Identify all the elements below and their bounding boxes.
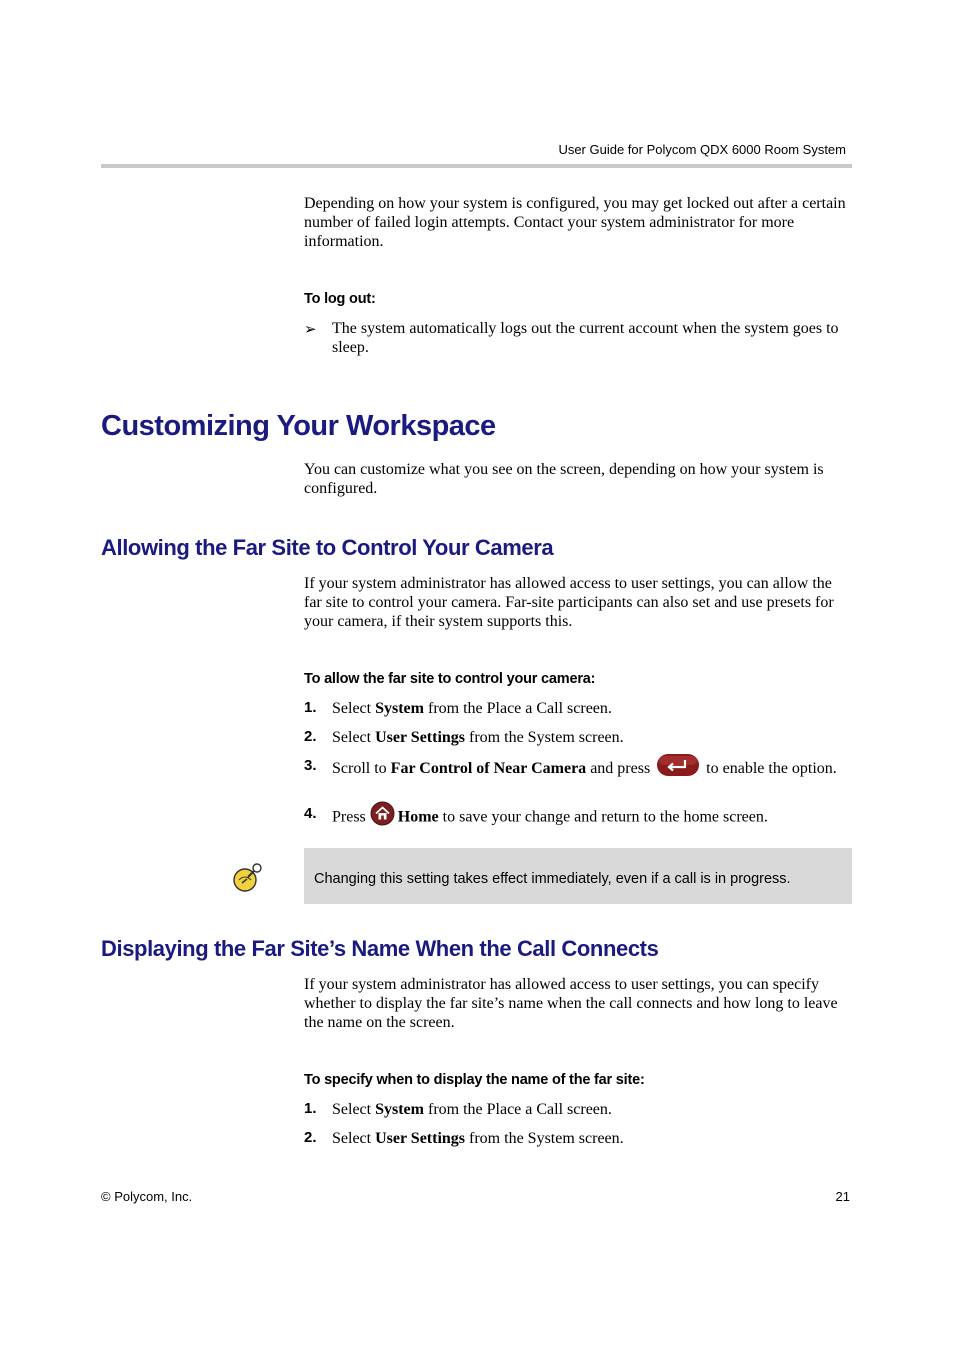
step-text: Scroll to Far Control of Near Camera and press to enable the option.: [332, 757, 852, 782]
page-number: 21: [835, 1189, 850, 1204]
step-number: 1.: [304, 1100, 317, 1117]
far-name-heading: Displaying the Far Site’s Name When the Call Connects: [101, 936, 659, 961]
bullet-arrow-icon: ➢: [304, 322, 317, 338]
step-number: 2.: [304, 728, 317, 745]
step-number: 2.: [304, 1129, 317, 1146]
note-pin-icon: [231, 862, 263, 899]
far-name-paragraph: If your system administrator has allowed access to user settings, you can specify whether to display the far site’s name when the call connects and how long to leave the name on the screen.: [304, 976, 838, 1031]
customizing-paragraph: You can customize what you see on the screen, depending on how your system is configured.: [304, 461, 824, 497]
step-number: 1.: [304, 699, 317, 716]
note-text: Changing this setting takes effect immediately, even if a call is in progress.: [314, 871, 791, 887]
logout-procedure-title: To log out:: [304, 291, 376, 307]
footer-copyright: © Polycom, Inc.: [101, 1189, 193, 1204]
running-header: User Guide for Polycom QDX 6000 Room System: [558, 142, 846, 157]
home-button-icon: [370, 801, 395, 831]
lockout-paragraph: Depending on how your system is configured, you may get locked out after a certain number of failed login attempts. Contact your system administrator for more information.: [304, 195, 846, 250]
step-text: Press Home to save your change and return to the home screen.: [332, 805, 852, 831]
far-name-procedure-title: To specify when to display the name of the far site:: [304, 1072, 645, 1088]
customizing-heading: Customizing Your Workspace: [101, 410, 496, 442]
step-text: Select System from the Place a Call screen.: [332, 700, 612, 717]
step-text: Select User Settings from the System screen.: [332, 1130, 624, 1147]
enter-button-icon: [656, 753, 700, 782]
far-control-paragraph: If your system administrator has allowed access to user settings, you can allow the far site to control your camera. Far-site participants can also set and use presets for your camera, if their system supports this.: [304, 575, 834, 630]
step-number: 4.: [304, 805, 317, 822]
note-box: [304, 848, 852, 904]
logout-bullet-text: The system automatically logs out the current account when the system goes to sleep.: [332, 320, 839, 356]
step-text: Select System from the Place a Call screen.: [332, 1101, 612, 1118]
far-control-heading: Allowing the Far Site to Control Your Camera: [101, 535, 554, 560]
far-control-procedure-title: To allow the far site to control your camera:: [304, 671, 596, 687]
header-rule: [101, 164, 852, 168]
step-number: 3.: [304, 757, 317, 774]
step-text: Select User Settings from the System screen.: [332, 729, 624, 746]
